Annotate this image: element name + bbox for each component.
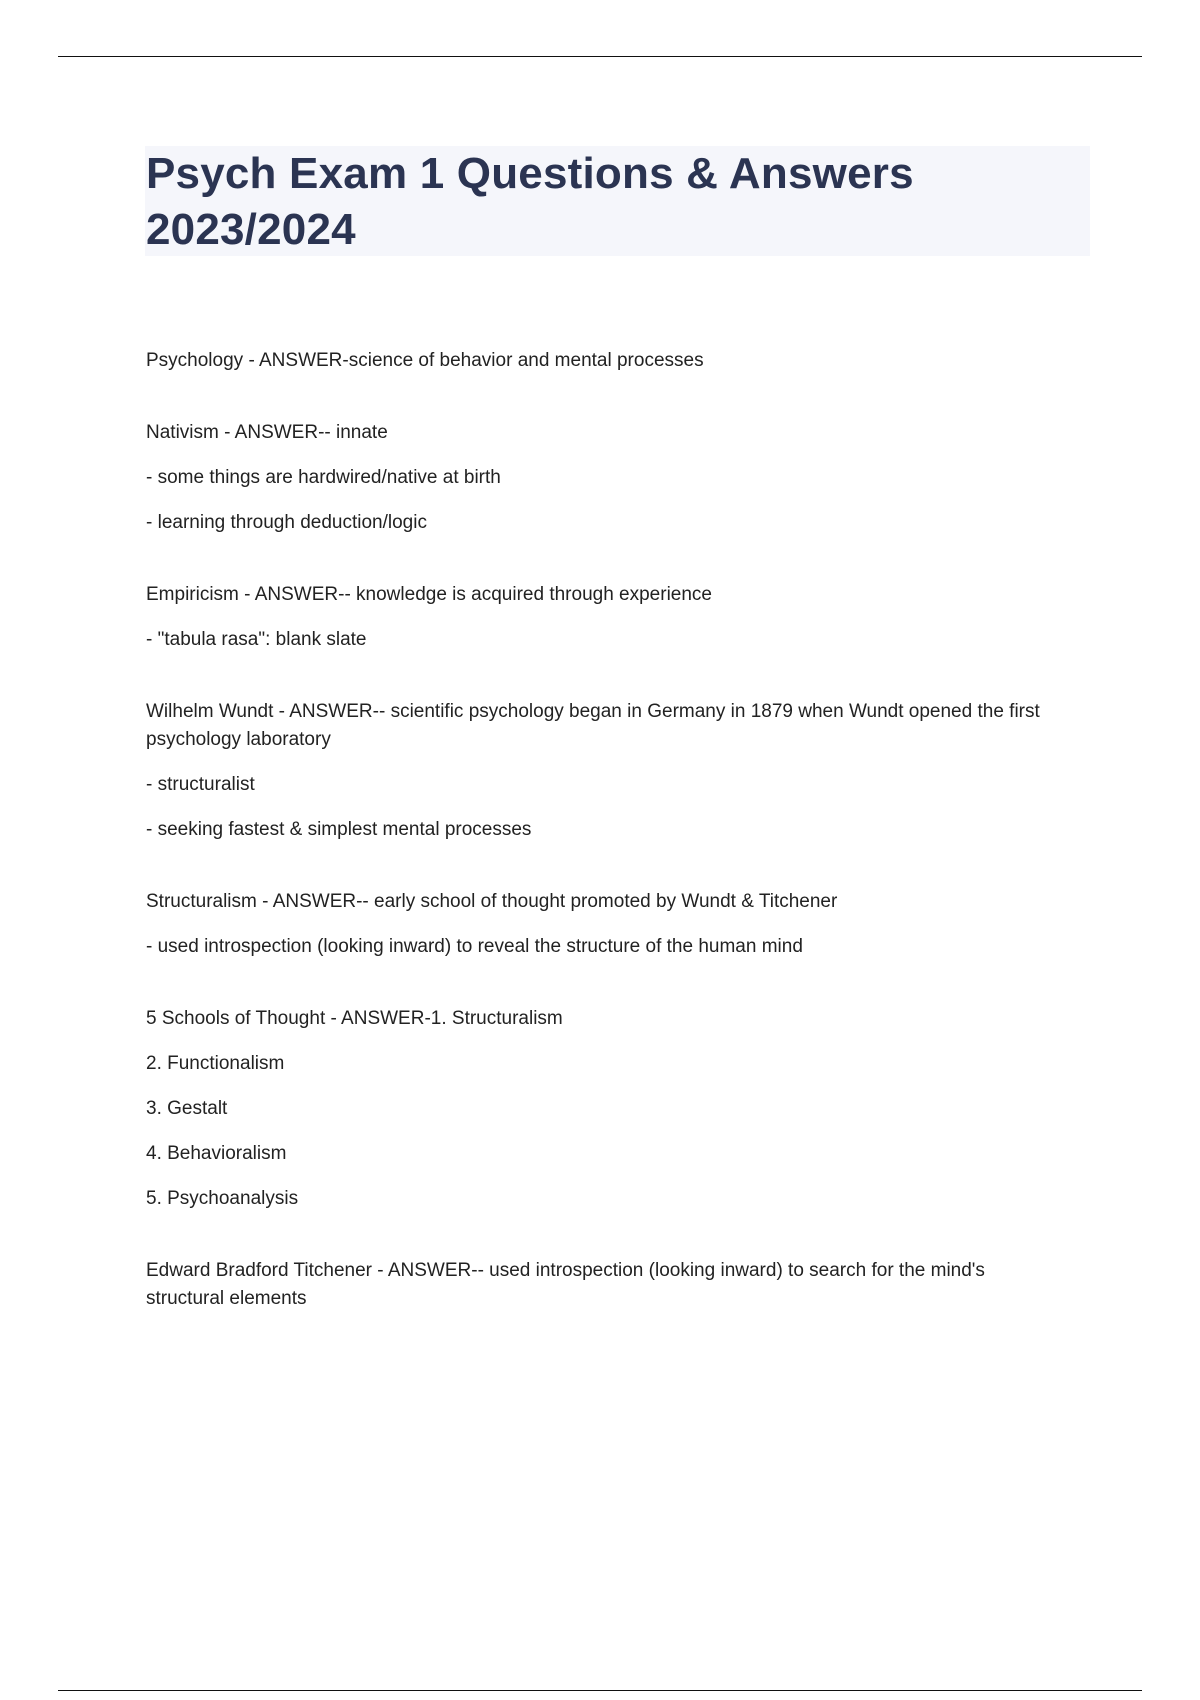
qa-line: 5. Psychoanalysis [146, 1188, 299, 1209]
qa-line: Empiricism - ANSWER-- knowledge is acquired through experience [146, 584, 713, 605]
qa-line: Psychology - ANSWER-science of behavior and mental processes [146, 350, 704, 371]
page-title [146, 146, 1086, 258]
header-rule [58, 56, 1142, 57]
qa-line: 4. Behavioralism [146, 1143, 287, 1164]
qa-line: 5 Schools of Thought - ANSWER-1. Structuralism [146, 1008, 563, 1029]
qa-line: 2. Functionalism [146, 1053, 285, 1074]
qa-entry-structuralism [146, 888, 1066, 961]
qa-entry-empiricism [146, 581, 1066, 654]
footer-rule [58, 1690, 1142, 1691]
qa-line: - used introspection (looking inward) to reveal the structure of the human mind [146, 936, 803, 957]
qa-line: Edward Bradford Titchener - ANSWER-- used introspection (looking inward) to search for the mind's structural elements [146, 1260, 985, 1309]
qa-line: - structuralist [146, 774, 255, 795]
qa-entry-nativism [146, 419, 1066, 537]
qa-line: 3. Gestalt [146, 1098, 228, 1119]
qa-line: - some things are hardwired/native at birth [146, 467, 501, 488]
qa-entry-wundt [146, 698, 1066, 844]
qa-content [146, 347, 1066, 1357]
title-line-2: 2023/2024 [146, 205, 356, 254]
qa-line: - learning through deduction/logic [146, 512, 427, 533]
qa-line: Structuralism - ANSWER-- early school of thought promoted by Wundt & Titchener [146, 891, 838, 912]
title-line-1: Psych Exam 1 Questions & Answers [146, 149, 914, 198]
qa-entry-psychology [146, 347, 1066, 375]
qa-entry-schools-of-thought [146, 1005, 1066, 1213]
qa-line: - "tabula rasa": blank slate [146, 629, 367, 650]
qa-line: Wilhelm Wundt - ANSWER-- scientific psychology began in Germany in 1879 when Wundt opened the first psychology laboratory [146, 701, 1040, 750]
qa-line: Nativism - ANSWER-- innate [146, 422, 388, 443]
qa-line: - seeking fastest & simplest mental processes [146, 819, 532, 840]
qa-entry-titchener [146, 1257, 1066, 1313]
